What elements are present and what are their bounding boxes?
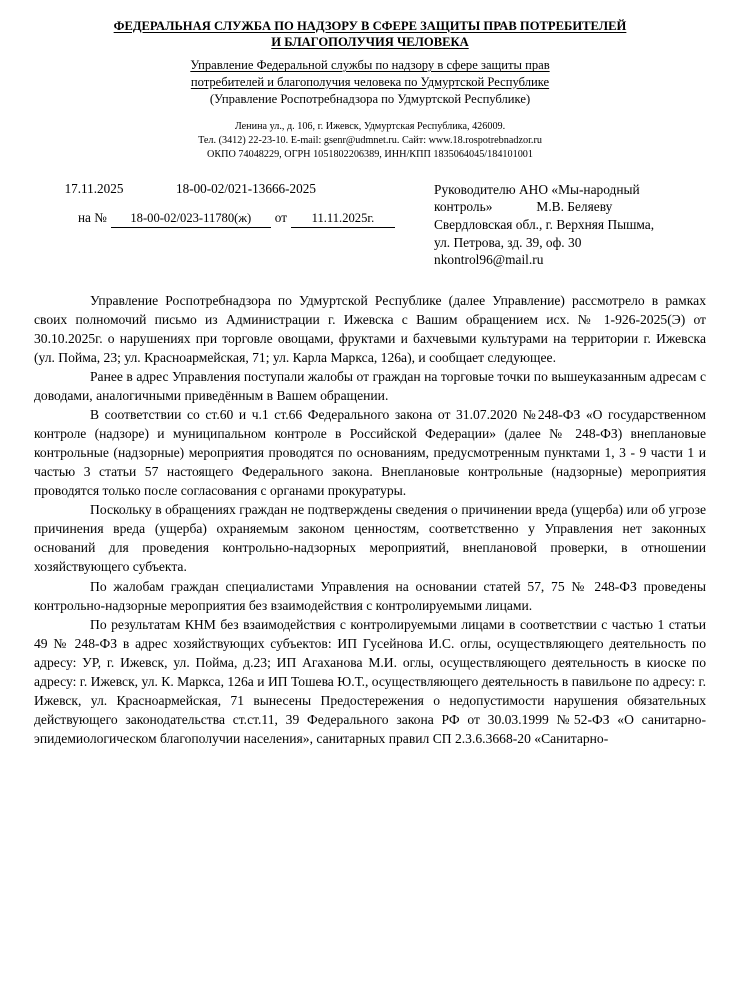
body-paragraph: Поскольку в обращениях граждан не подтверждены сведения о причинении вреда (ущерба) или об угрозе причинения вреда (ущерба) охраняемым законом ценностям, соответственно у Управления нет законных оснований для проведения контрольно-надзорных мероприятий, внеплановой проверки, в отношении хозяйствующего субъекта. (34, 502, 706, 575)
organization-title-line-2: И БЛАГОПОЛУЧИЯ ЧЕЛОВЕКА (271, 35, 469, 50)
registration-codes: ОКПО 74048229, ОГРН 1051802206389, ИНН/КПП 1835064045/184101001 (207, 148, 533, 160)
addressee-line-1: Руководителю АНО «Мы-народный (434, 181, 640, 197)
from-label: от (274, 209, 287, 225)
reference-fields (34, 181, 426, 228)
letterhead (34, 18, 706, 162)
body-paragraph: Ранее в адрес Управления поступали жалобы от граждан на торговые точки по вышеуказанным адресам с доводами, аналогичными приведённым в Вашем обращении. (34, 369, 706, 404)
reference-row-incoming (34, 210, 426, 228)
addressee-block (426, 181, 706, 269)
department-short-name: (Управление Роспотребнадзора по Удмуртской Республике) (209, 91, 531, 106)
organization-title (100, 18, 640, 50)
document-body (34, 291, 706, 748)
addressee-line-4: ул. Петрова, зд. 39, оф. 30 (434, 234, 582, 250)
contact-phone-email-site: Тел. (3412) 22-23-10. E-mail: gsenr@udmnet.ru. Сайт: www.18.rospotrebnadzor.ru (198, 135, 542, 147)
body-paragraph: В соответствии со ст.60 и ч.1 ст.66 Федерального закона от 31.07.2020 №248-ФЗ «О государственном контроле (надзоре) и муниципальном контроле в Российской Федерации» (далее № 248-ФЗ) внеплановые контрольные (надзорные) мероприятия проводятся по основаниям, предусмотренным пунктами 1, 3 - 9 части 1 и частью 3 статьи 57 настоящего Федерального закона. Внеплановые контрольные (надзорные) мероприятия проводятся только после согласования с органами прокуратуры. (34, 407, 706, 499)
addressee-line-3: Свердловская обл., г. Верхняя Пышма, (434, 216, 655, 232)
addressee-email: nkontrol96@mail.ru (434, 252, 544, 268)
document-outgoing-number: 18-00-02/021-13666-2025 (176, 180, 316, 196)
addressee-name: М.В. Беляеву (536, 199, 613, 215)
body-paragraph: Управление Роспотребнадзора по Удмуртской Республике (далее Управление) рассмотрело в рамках своих полномочий письмо из Администрации г. Ижевска с Вашим обращением исх. № 1-926-2025(Э) от 30.10.2025г. о нарушениях при торговле овощами, фруктами и бахчевыми культурами на территории г. Ижевска (ул. Пойма, 23; ул. Красноармейская, 71; ул. Карла Маркса, 126а), и сообщает следующее. (34, 293, 706, 366)
contact-address: Ленина ул., д. 106, г. Ижевск, Удмуртская Республика, 426009. (234, 121, 506, 133)
incoming-label: на № (78, 209, 107, 225)
body-paragraph: По жалобам граждан специалистами Управления на основании статей 57, 75 № 248-ФЗ проведены контрольно-надзорные мероприятия без взаимодействия с контролируемыми лицами. (34, 578, 706, 613)
incoming-date: 11.11.2025г. (291, 211, 395, 228)
addressee-line-2 (434, 198, 706, 216)
document-date: 17.11.2025 (64, 180, 124, 196)
organization-title-line-1: ФЕДЕРАЛЬНАЯ СЛУЖБА ПО НАДЗОРУ В СФЕРЕ ЗАЩИТЫ ПРАВ ПОТРЕБИТЕЛЕЙ (113, 19, 627, 33)
department-name (135, 57, 605, 90)
addressee-position-cont: контроль» (434, 199, 493, 215)
incoming-number: 18-00-02/023-11780(ж) (111, 211, 271, 228)
contact-details (90, 120, 650, 161)
reference-block (34, 181, 706, 269)
body-paragraph: По результатам КНМ без взаимодействия с контролируемыми лицами в соответствии с частью 1 статьи 49 № 248-ФЗ в адрес хозяйствующих субъектов: ИП Гусейнова И.С. оглы, осуществляющего деятельность по адресу: УР, г. Ижевск, ул. Пойма, д.23; ИП Агаханова М.И. оглы, осуществляющего деятельность в киоске по адресу: г. Ижевск, ул. К. Маркса, 126а и ИП Тошева Ю.Т., осуществляющего деятельность в павильоне по адресу: г. Ижевск, ул. Красноармейская, 71 вынесены Предостережения о недопустимости нарушения обязательных действующего законодательства ст.ст.11, 39 Федерального закона РФ от 30.03.1999 №52-ФЗ «О санитарно-эпидемиологическом благополучии населения», санитарных правил СП 2.3.6.3668-20 «Санитарно- (34, 616, 706, 746)
department-name-line-2: потребителей и благополучия человека по Удмуртской Республике (190, 74, 550, 89)
department-name-line-1: Управление Федеральной службы по надзору в сфере защиты прав (190, 58, 550, 73)
reference-row-outgoing (34, 181, 426, 197)
